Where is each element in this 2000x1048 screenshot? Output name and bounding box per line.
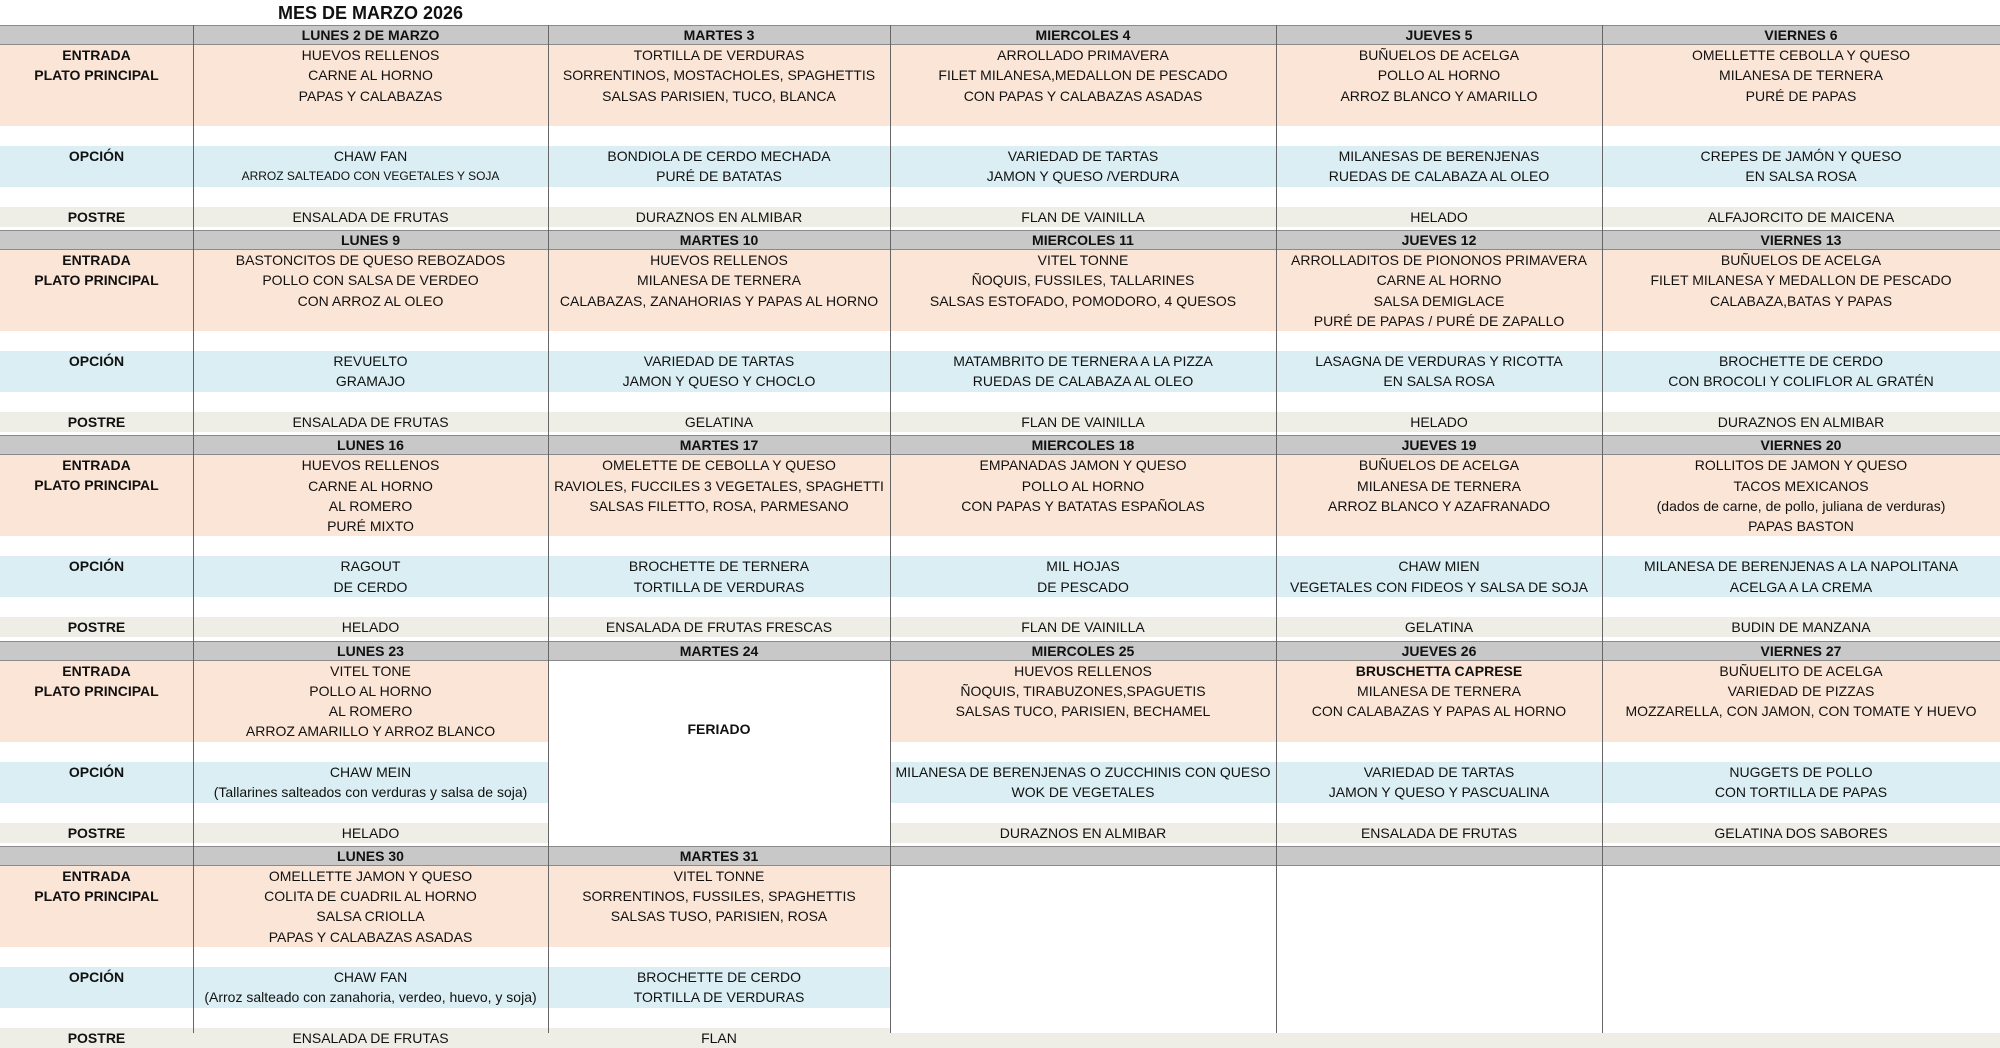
dessert-text: FLAN DE VAINILLA: [1021, 414, 1145, 431]
dessert-text: HELADO: [341, 824, 400, 841]
main-course-cell: [890, 455, 1276, 516]
dessert-text: HELADO: [1410, 209, 1468, 225]
day-header: MARTES 3: [683, 27, 755, 43]
dessert-text: ENSALADA DE FRUTAS FRESCAS: [605, 619, 833, 636]
column-divider: [548, 25, 549, 1033]
day-header: [1602, 846, 2000, 866]
dessert-cell: [1602, 207, 2000, 227]
menu-line: CON PAPAS Y BATATAS ESPAÑOLAS: [961, 497, 1205, 514]
menu-line: PURÉ DE PAPAS: [1745, 87, 1857, 104]
menu-line: NUGGETS DE POLLO: [1729, 763, 1873, 780]
menu-line: OMELLETTE CEBOLLA Y QUESO: [1691, 47, 1911, 63]
main-course-cell: [193, 45, 548, 106]
dessert-text: ENSALADA DE FRUTAS: [292, 1029, 449, 1046]
menu-line: ARROZ BLANCO Y AZAFRANADO: [1328, 497, 1550, 514]
menu-line: CREPES DE JAMÓN Y QUESO: [1700, 148, 1902, 164]
dessert-cell: [1602, 412, 2000, 432]
menu-line: ARROLLADITOS DE PIONONOS PRIMAVERA: [1291, 252, 1587, 269]
label-plato-principal: PLATO PRINCIPAL: [34, 887, 159, 904]
dessert-cell: [1276, 412, 1602, 432]
main-course-cell: [890, 45, 1276, 106]
menu-line: POLLO AL HORNO: [309, 682, 432, 699]
label-opcion: OPCIÓN: [68, 558, 125, 575]
day-header: MARTES 31: [679, 847, 759, 864]
label-postre: POSTRE: [67, 824, 126, 841]
menu-line: EN SALSA ROSA: [1745, 168, 1857, 185]
dessert-cell: [193, 617, 548, 637]
menu-line: OMELLETTE JAMON Y QUESO: [268, 867, 473, 884]
menu-line: TORTILLA DE VERDURAS: [633, 578, 805, 595]
menu-line: CHAW FAN: [333, 148, 408, 164]
menu-line: VARIEDAD DE PIZZAS: [1727, 682, 1875, 699]
main-course-cell: [1276, 250, 1602, 331]
menu-grid: [0, 25, 2000, 1046]
menu-line: CARNE AL HORNO: [308, 477, 433, 494]
option-cell: [193, 762, 548, 803]
day-header: VIERNES 6: [1764, 27, 1838, 43]
menu-line: VARIEDAD DE TARTAS: [1007, 148, 1159, 164]
label-entrada: ENTRADA: [62, 457, 131, 474]
main-course-cell: [193, 866, 548, 947]
menu-line: ARROLLADO PRIMAVERA: [997, 47, 1169, 63]
dessert-text: HELADO: [1410, 414, 1468, 431]
main-course-cell: [548, 455, 890, 516]
menu-line: MATAMBRITO DE TERNERA A LA PIZZA: [953, 353, 1213, 370]
label-opcion: OPCIÓN: [68, 968, 125, 985]
menu-line: FILET MILANESA,MEDALLON DE PESCADO: [938, 67, 1228, 84]
column-divider: [193, 25, 194, 1033]
menu-line: GRAMAJO: [335, 373, 406, 390]
option-cell: [193, 556, 548, 597]
main-course-cell: [548, 866, 890, 927]
option-cell: [193, 146, 548, 187]
menu-line: EN SALSA ROSA: [1383, 373, 1495, 390]
menu-line: MILANESA DE TERNERA: [1357, 477, 1521, 494]
menu-line: DE CERDO: [333, 578, 408, 595]
menu-line: POLLO AL HORNO: [1021, 477, 1145, 494]
menu-line: CON TORTILLA DE PAPAS: [1714, 783, 1888, 800]
day-header: VIERNES 27: [1760, 642, 1842, 659]
option-cell: [548, 351, 890, 392]
menu-line: HUEVOS RELLENOS: [301, 47, 440, 63]
label-plato-principal: PLATO PRINCIPAL: [34, 682, 159, 699]
main-course-cell: [890, 661, 1276, 722]
menu-line: SALSAS PARISIEN, TUCO, BLANCA: [602, 87, 836, 104]
menu-line: (dados de carne, de pollo, juliana de verduras): [1656, 497, 1946, 514]
column-divider: [1276, 25, 1277, 1033]
column-divider: [1602, 25, 1603, 1033]
menu-line: MILANESAS DE BERENJENAS: [1338, 148, 1540, 164]
dessert-text: FLAN DE VAINILLA: [1021, 209, 1145, 225]
label-opcion: OPCIÓN: [68, 353, 125, 370]
main-course-cell: [1276, 661, 1602, 722]
day-header: LUNES 30: [337, 847, 404, 864]
holiday-cell: [548, 661, 890, 843]
menu-line: HUEVOS RELLENOS: [650, 252, 788, 269]
main-course-cell: [193, 661, 548, 742]
dessert-text: ENSALADA DE FRUTAS: [292, 414, 449, 431]
menu-line: CHAW MEIN: [329, 763, 412, 780]
menu-line: COLITA DE CUADRIL AL HORNO: [264, 888, 477, 905]
menu-line: ARROZ AMARILLO Y ARROZ BLANCO: [245, 723, 496, 740]
menu-line: SALSAS TUSO, PARISIEN, ROSA: [610, 908, 828, 925]
dessert-text: GELATINA: [1404, 619, 1474, 636]
menu-line: CHAW FAN: [333, 968, 408, 985]
dessert-cell: [890, 823, 1276, 843]
menu-line: BROCHETTE DE CERDO: [1718, 353, 1884, 370]
menu-line: MILANESA DE TERNERA: [637, 272, 801, 289]
option-cell: [1276, 146, 1602, 187]
day-header: VIERNES 13: [1760, 232, 1842, 249]
menu-line: WOK DE VEGETALES: [1011, 783, 1155, 800]
dessert-cell: [193, 823, 548, 843]
option-cell: [890, 556, 1276, 597]
menu-line: DE PESCADO: [1037, 578, 1129, 595]
menu-line: SALSAS FILETTO, ROSA, PARMESANO: [589, 497, 849, 514]
menu-line: BASTONCITOS DE QUESO REBOZADOS: [235, 252, 506, 269]
menu-line: BROCHETTE DE TERNERA: [628, 558, 810, 575]
holiday-label: FERIADO: [687, 720, 751, 737]
spacer-band: [0, 331, 2000, 351]
main-course-cell: [1602, 455, 2000, 536]
menu-line: CON BROCOLI Y COLIFLOR AL GRATÉN: [1668, 373, 1934, 390]
menu-line: PURÉ DE PAPAS / PURÉ DE ZAPALLO: [1313, 313, 1565, 330]
main-course-cell: [548, 250, 890, 311]
spacer-band: [0, 392, 2000, 412]
dessert-cell: [548, 207, 890, 227]
spacer-band: [0, 536, 2000, 556]
menu-line: CON PAPAS Y CALABAZAS ASADAS: [963, 87, 1203, 104]
dessert-cell: [1276, 823, 1602, 843]
label-entrada: ENTRADA: [62, 867, 131, 884]
label-plato-principal: PLATO PRINCIPAL: [34, 67, 159, 83]
dessert-cell: [548, 1028, 890, 1048]
menu-line: LASAGNA DE VERDURAS Y RICOTTA: [1315, 353, 1563, 370]
day-header: LUNES 23: [337, 642, 404, 659]
option-cell: [1276, 762, 1602, 803]
option-cell: [1602, 762, 2000, 803]
menu-line: ARROZ SALTEADO CON VEGETALES Y SOJA: [241, 169, 500, 184]
menu-line: ÑOQUIS, FUSSILES, TALLARINES: [971, 272, 1195, 289]
menu-line: BRUSCHETTA CAPRESE: [1355, 662, 1523, 679]
main-course-cell: [890, 250, 1276, 311]
dessert-text: HELADO: [341, 619, 400, 636]
day-header: MIERCOLES 11: [1032, 232, 1134, 249]
menu-line: TORTILLA DE VERDURAS: [633, 47, 805, 63]
menu-line: EMPANADAS JAMON Y QUESO: [979, 457, 1187, 474]
menu-line: AL ROMERO: [328, 497, 413, 514]
day-header: VIERNES 20: [1760, 437, 1842, 454]
page-title: MES DE MARZO 2026: [278, 3, 464, 23]
option-cell: [548, 556, 890, 597]
option-cell: [1276, 351, 1602, 392]
menu-line: VARIEDAD DE TARTAS: [1363, 763, 1515, 780]
menu-line: RUEDAS DE CALABAZA AL OLEO: [972, 373, 1194, 390]
menu-line: MILANESA DE TERNERA: [1357, 682, 1521, 699]
menu-line: ACELGA A LA CREMA: [1729, 578, 1873, 595]
option-cell: [1602, 351, 2000, 392]
menu-line: BROCHETTE DE CERDO: [636, 968, 802, 985]
menu-line: SORRENTINOS, FUSSILES, SPAGHETTIS: [582, 888, 856, 905]
menu-line: RAGOUT: [340, 558, 401, 575]
label-postre: POSTRE: [67, 1029, 126, 1046]
menu-line: HUEVOS RELLENOS: [301, 457, 440, 474]
spacer-band: [0, 803, 2000, 823]
menu-line: CHAW MIEN: [1398, 558, 1480, 575]
menu-line: CON ARROZ AL OLEO: [297, 292, 444, 309]
menu-line: JAMON Y QUESO /VERDURA: [986, 168, 1180, 185]
menu-line: SALSAS TUCO, PARISIEN, BECHAMEL: [955, 703, 1211, 720]
menu-line: VITEL TONNE: [1037, 252, 1129, 269]
empty-cell: [1276, 866, 1602, 1033]
menu-line: VITEL TONNE: [673, 867, 765, 884]
menu-line: BUÑUELOS DE ACELGA: [1720, 252, 1882, 269]
menu-line: SALSA CRIOLLA: [316, 908, 425, 925]
label-entrada: ENTRADA: [62, 662, 131, 679]
day-header: MIERCOLES 4: [1035, 27, 1131, 43]
label-plato-principal: PLATO PRINCIPAL: [34, 272, 159, 289]
menu-line: OMELETTE DE CEBOLLA Y QUESO: [602, 457, 836, 474]
dessert-cell: [1276, 207, 1602, 227]
main-course-cell: [193, 455, 548, 536]
main-course-cell: [1602, 661, 2000, 722]
main-course-cell: [1602, 45, 2000, 106]
menu-line: VARIEDAD DE TARTAS: [643, 353, 795, 370]
day-header: MARTES 24: [679, 642, 759, 659]
label-opcion: OPCIÓN: [68, 763, 125, 780]
menu-line: CARNE AL HORNO: [1376, 272, 1502, 289]
option-cell: [193, 967, 548, 1008]
option-cell: [1602, 146, 2000, 187]
menu-line: SALSA DEMIGLACE: [1373, 292, 1505, 309]
dessert-text: DURAZNOS EN ALMIBAR: [999, 824, 1167, 841]
menu-line: TORTILLA DE VERDURAS: [633, 989, 805, 1006]
menu-line: (Tallarines salteados con verduras y salsa de soja): [213, 783, 528, 800]
label-postre: POSTRE: [67, 209, 126, 225]
dessert-text: GELATINA DOS SABORES: [1714, 824, 1888, 841]
dessert-text: ALFAJORCITO DE MAICENA: [1707, 209, 1895, 225]
spacer-band: [0, 126, 2000, 146]
menu-line: ARROZ BLANCO Y AMARILLO: [1340, 87, 1538, 104]
menu-line: PURÉ MIXTO: [327, 518, 414, 535]
menu-line: MIL HOJAS: [1046, 558, 1120, 575]
dessert-text: ENSALADA DE FRUTAS: [292, 209, 449, 225]
dessert-cell: [548, 412, 890, 432]
dessert-text: FLAN DE VAINILLA: [1021, 619, 1145, 636]
label-opcion: OPCIÓN: [68, 148, 125, 164]
day-header: JUEVES 19: [1401, 437, 1477, 454]
menu-line: PAPAS Y CALABAZAS: [298, 87, 443, 104]
menu-line: PURÉ DE BATATAS: [656, 168, 782, 185]
menu-line: CALABAZA,BATAS Y PAPAS: [1709, 292, 1893, 309]
dessert-cell: [548, 617, 890, 637]
menu-line: TACOS MEXICANOS: [1733, 477, 1869, 494]
dessert-cell: [1602, 617, 2000, 637]
dessert-text: BUDIN DE MANZANA: [1731, 619, 1871, 636]
option-cell: [193, 351, 548, 392]
menu-line: POLLO CON SALSA DE VERDEO: [262, 272, 479, 289]
empty-cell: [1602, 866, 2000, 1033]
menu-line: (Arroz salteado con zanahoria, verdeo, huevo, y soja): [204, 989, 537, 1006]
dessert-text: DURAZNOS EN ALMIBAR: [635, 209, 803, 225]
option-cell: [548, 967, 890, 1008]
menu-line: FILET MILANESA Y MEDALLON DE PESCADO: [1650, 272, 1952, 289]
dessert-cell: [890, 207, 1276, 227]
menu-line: SALSAS ESTOFADO, POMODORO, 4 QUESOS: [929, 292, 1237, 309]
label-entrada: ENTRADA: [62, 252, 131, 269]
menu-line: HUEVOS RELLENOS: [1014, 662, 1152, 679]
menu-line: BONDIOLA DE CERDO MECHADA: [607, 148, 831, 164]
dessert-text: FLAN: [701, 1029, 737, 1046]
dessert-text: ENSALADA DE FRUTAS: [1360, 824, 1518, 841]
menu-line: SORRENTINOS, MOSTACHOLES, SPAGHETTIS: [562, 67, 876, 84]
column-divider: [890, 25, 891, 1033]
menu-line: MILANESA DE BERENJENAS O ZUCCHINIS CON QUESO: [895, 763, 1271, 780]
menu-line: MOZZARELLA, CON JAMON, CON TOMATE Y HUEVO: [1625, 703, 1977, 720]
day-header: LUNES 9: [340, 232, 401, 249]
spacer-band: [0, 187, 2000, 207]
label-entrada: ENTRADA: [62, 47, 131, 63]
menu-line: RAVIOLES, FUCCILES 3 VEGETALES, SPAGHETTI: [554, 477, 884, 494]
option-cell: [890, 762, 1276, 803]
label-plato-principal: PLATO PRINCIPAL: [34, 477, 159, 494]
menu-line: MILANESA DE TERNERA: [1719, 67, 1883, 84]
dessert-cell: [193, 412, 548, 432]
dessert-cell: [1276, 617, 1602, 637]
day-header: LUNES 2 DE MARZO: [301, 27, 440, 43]
day-header: JUEVES 12: [1401, 232, 1477, 249]
menu-line: REVUELTO: [333, 353, 408, 370]
day-header: JUEVES 5: [1405, 27, 1473, 43]
dessert-text: GELATINA: [684, 414, 754, 431]
menu-line: CARNE AL HORNO: [308, 67, 433, 84]
day-header: MARTES 10: [679, 232, 759, 249]
day-header: [890, 846, 1276, 866]
dessert-cell: [890, 412, 1276, 432]
menu-line: MILANESA DE BERENJENAS A LA NAPOLITANA: [1643, 558, 1959, 575]
menu-line: ROLLITOS DE JAMON Y QUESO: [1694, 457, 1908, 474]
dessert-cell: [193, 207, 548, 227]
main-course-cell: [1276, 45, 1602, 106]
menu-line: VEGETALES CON FIDEOS Y SALSA DE SOJA: [1290, 578, 1588, 595]
menu-line: PAPAS Y CALABAZAS ASADAS: [268, 928, 473, 945]
spacer-band: [0, 597, 2000, 617]
menu-line: CALABAZAS, ZANAHORIAS Y PAPAS AL HORNO: [559, 292, 879, 309]
dessert-text: DURAZNOS EN ALMIBAR: [1717, 414, 1885, 431]
main-course-cell: [548, 45, 890, 106]
option-cell: [890, 351, 1276, 392]
option-cell: [548, 146, 890, 187]
menu-line: PAPAS BASTON: [1748, 518, 1854, 535]
menu-line: POLLO AL HORNO: [1377, 67, 1501, 84]
day-header: LUNES 16: [337, 437, 404, 454]
option-cell: [890, 146, 1276, 187]
menu-line: JAMON Y QUESO Y CHOCLO: [622, 373, 816, 390]
day-header: MARTES 17: [679, 437, 759, 454]
label-postre: POSTRE: [67, 414, 126, 431]
empty-cell: [890, 866, 1276, 1033]
dessert-cell: [890, 617, 1276, 637]
day-header: JUEVES 26: [1401, 642, 1477, 659]
dessert-cell: [1602, 823, 2000, 843]
main-course-cell: [1602, 250, 2000, 311]
main-course-cell: [193, 250, 548, 311]
menu-line: BUÑUELITO DE ACELGA: [1719, 662, 1883, 679]
menu-line: VITEL TONE: [330, 662, 411, 679]
label-postre: POSTRE: [67, 619, 126, 636]
main-course-cell: [1276, 455, 1602, 516]
option-cell: [1276, 556, 1602, 597]
dessert-cell: [193, 1028, 548, 1048]
day-header: [1276, 846, 1602, 866]
menu-line: CON CALABAZAS Y PAPAS AL HORNO: [1311, 703, 1567, 720]
day-header: MIERCOLES 18: [1031, 437, 1135, 454]
menu-line: ÑOQUIS, TIRABUZONES,SPAGUETIS: [960, 682, 1206, 699]
option-cell: [1602, 556, 2000, 597]
spacer-band: [0, 742, 2000, 762]
menu-line: BUÑUELOS DE ACELGA: [1358, 457, 1520, 474]
menu-line: BUÑUELOS DE ACELGA: [1358, 47, 1520, 63]
menu-line: AL ROMERO: [328, 703, 413, 720]
menu-line: RUEDAS DE CALABAZA AL OLEO: [1328, 168, 1550, 185]
day-header: MIERCOLES 25: [1031, 642, 1135, 659]
menu-line: JAMON Y QUESO Y PASCUALINA: [1328, 783, 1550, 800]
